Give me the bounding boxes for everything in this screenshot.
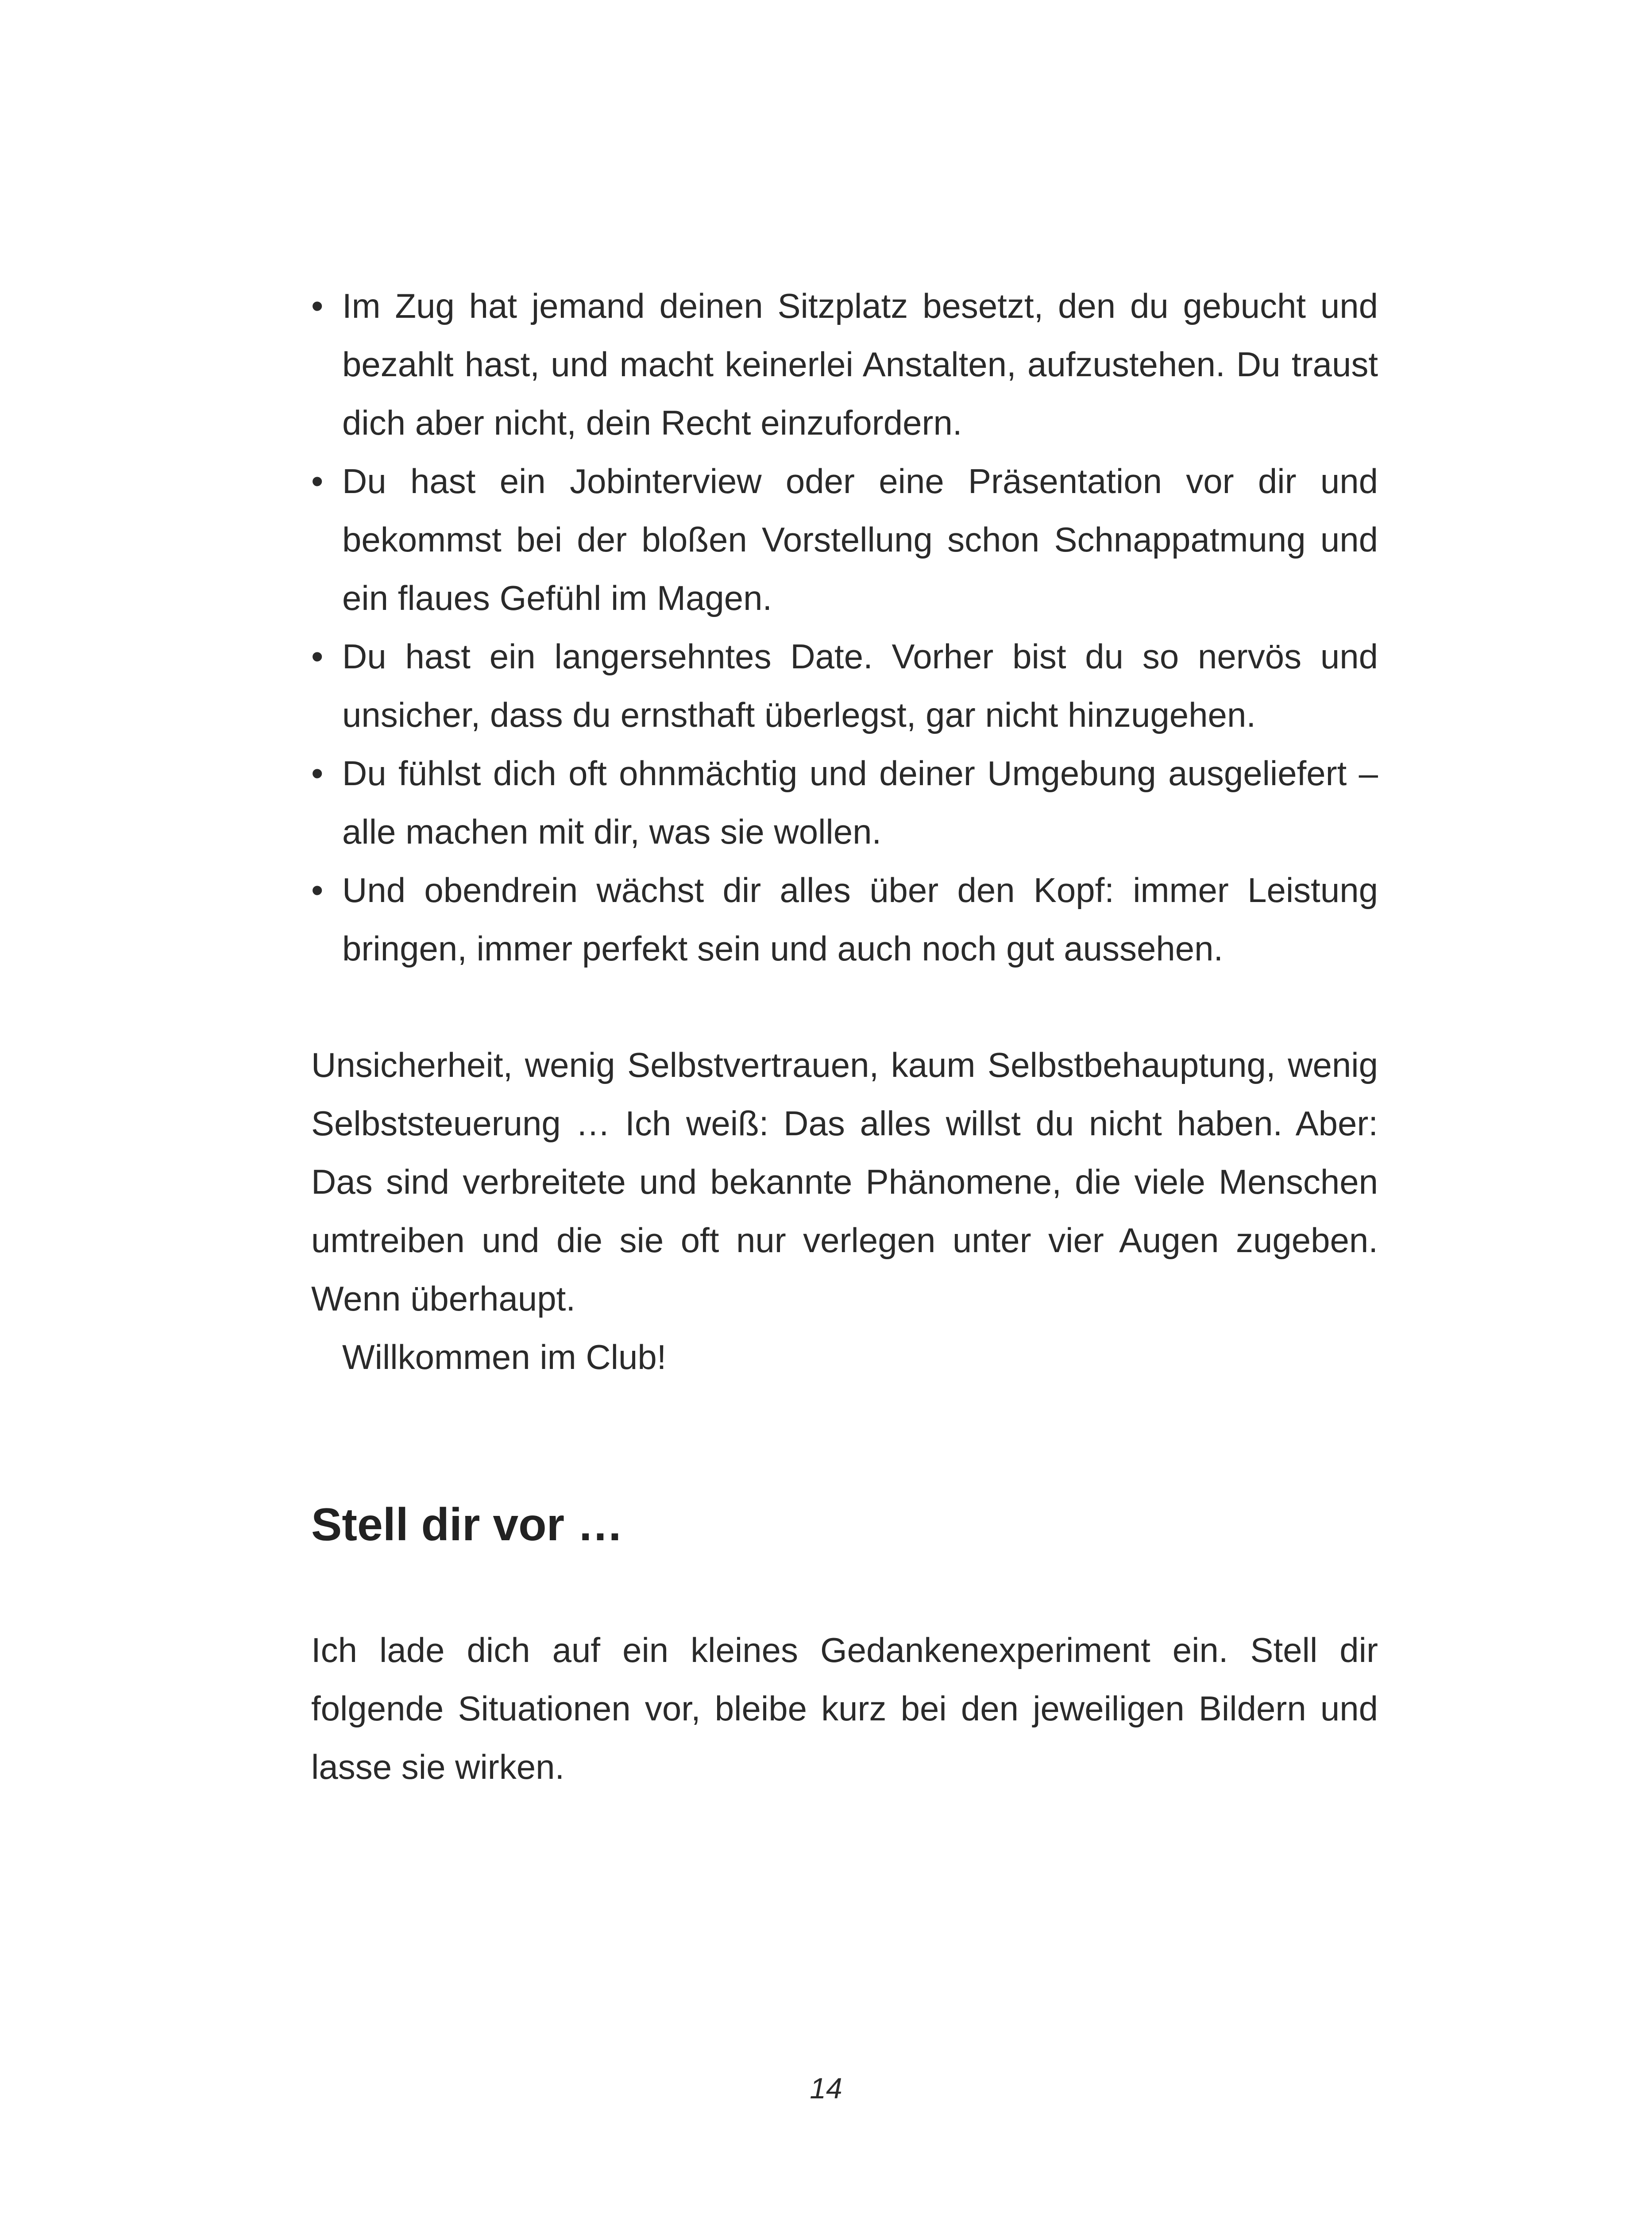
list-item — [311, 744, 1378, 861]
bullet-icon: • — [311, 871, 324, 910]
bullet-list — [311, 277, 1378, 978]
list-item — [311, 861, 1378, 978]
body-paragraph-block — [311, 1036, 1378, 1386]
bullet-text: Im Zug hat jemand deinen Sitzplatz besetzt, den du gebucht und bezahlt hast, und macht keinerlei Anstalten, aufzustehen. Du traust dich aber nicht, dein Recht einzufordern. — [342, 286, 1378, 442]
body-paragraph-followup: Willkommen im Club! — [342, 1338, 667, 1376]
bullet-icon: • — [311, 286, 324, 325]
bullet-text: Und obendrein wächst dir alles über den Kopf: immer Leistung bringen, immer perfekt sein und auch noch gut aussehen. — [342, 871, 1378, 968]
bullet-icon: • — [311, 462, 324, 501]
page-number: 14 — [810, 2072, 842, 2105]
intro-paragraph-block — [311, 1621, 1378, 1796]
intro-paragraph: Ich lade dich auf ein kleines Gedankenexperiment ein. Stell dir folgende Situationen vor, bleibe kurz bei den jeweiligen Bildern und lasse sie wirken. — [311, 1631, 1378, 1786]
bullet-text: Du hast ein Jobinterview oder eine Präsentation vor dir und bekommst bei der bloßen Vorstellung schon Schnappatmung und ein flaues Gefühl im Magen. — [342, 462, 1378, 617]
list-item — [311, 627, 1378, 744]
section-heading: Stell dir vor … — [311, 1499, 624, 1550]
bullet-icon: • — [311, 637, 324, 676]
list-item — [311, 452, 1378, 627]
bullet-icon: • — [311, 754, 324, 793]
list-item — [311, 277, 1378, 452]
bullet-text: Du hast ein langersehntes Date. Vorher bist du so nervös und unsicher, dass du ernsthaft überlegst, gar nicht hinzugehen. — [342, 637, 1378, 734]
body-paragraph: Unsicherheit, wenig Selbstvertrauen, kaum Selbstbehauptung, wenig Selbststeuerung … Ich weiß: Das alles willst du nicht haben. Aber: Das sind verbreitete und bekannte Phänomene, die viele Menschen umtreiben und die sie oft nur verlegen unter vier Augen zugeben. Wenn überhaupt. — [311, 1045, 1378, 1318]
bullet-text: Du fühlst dich oft ohnmächtig und deiner Umgebung ausgeliefert – alle machen mit dir, was sie wollen. — [342, 754, 1378, 851]
